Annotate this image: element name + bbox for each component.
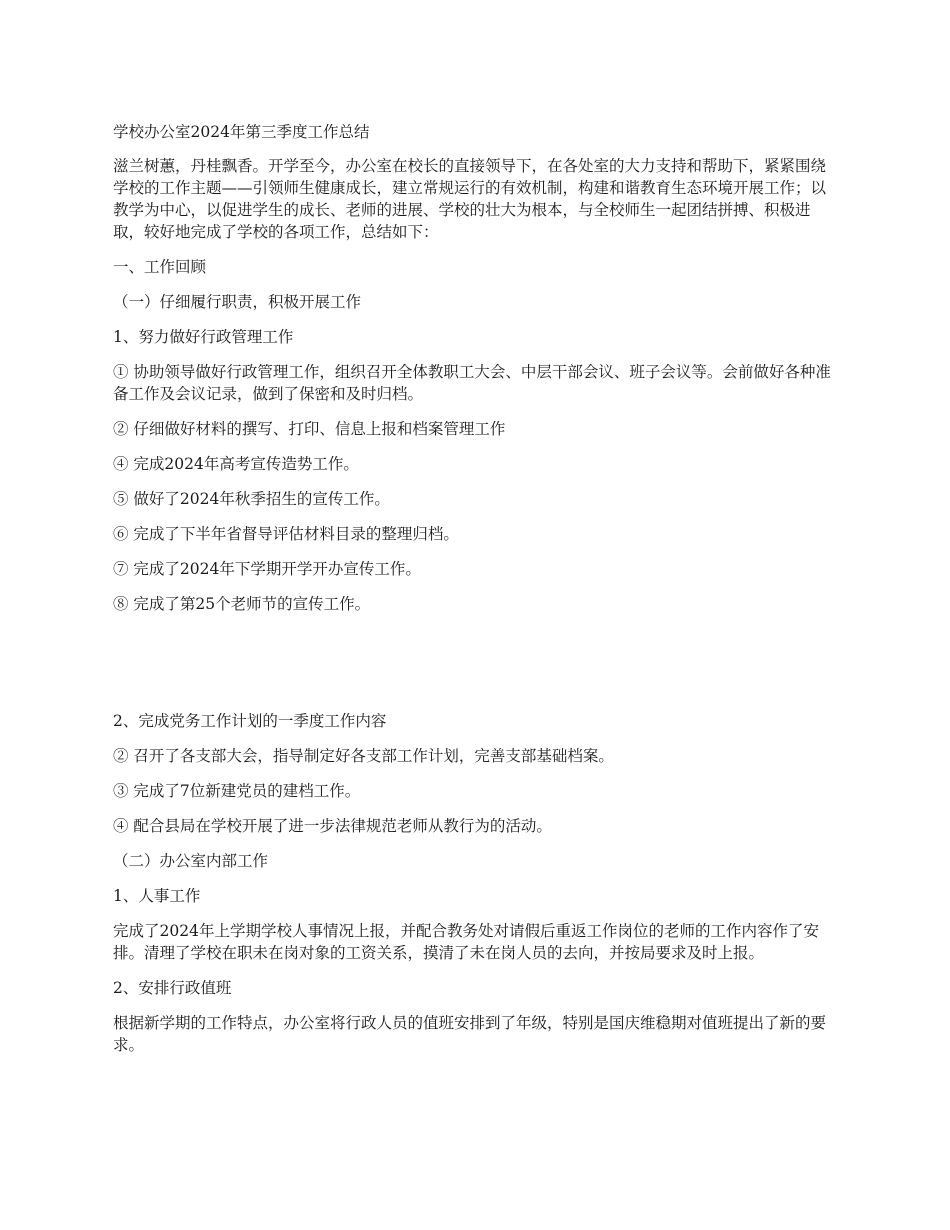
subsection-heading-duties: （一）仔细履行职责，积极开展工作 <box>113 293 362 311</box>
subsection-heading-office: （二）办公室内部工作 <box>113 852 269 870</box>
item-heading-personnel: 1、人事工作 <box>113 887 201 905</box>
section-heading-review: 一、工作回顾 <box>113 258 207 276</box>
intro-paragraph: 滋兰树蕙，丹桂飘香。开学至今，办公室在校长的直接领导下，在各处室的大力支持和帮助下，紧紧围绕学校的工作主题——引领师生健康成长，建立常规运行的有效机制，构建和谐教育生态环境开展工作；以教学为中心，以促进学生的成长、老师的进展、学校的壮大为根本，与全校师生一起团结拼搏、积极进取，较好地完成了学校的各项工作，总结如下： <box>113 157 827 241</box>
list-item: ③ 完成了7位新建党员的建档工作。 <box>113 782 361 800</box>
list-item: ① 协助领导做好行政管理工作，组织召开全体教职工大会、中层干部会议、班子会议等。会前做好各种准备工作及会议记录，做到了保密和及时归档。 <box>113 363 831 403</box>
list-item: ② 召开了各支部大会，指导制定好各支部工作计划，完善支部基础档案。 <box>113 747 614 765</box>
item-heading-duty-roster: 2、安排行政值班 <box>113 979 232 997</box>
list-item: ⑥ 完成了下半年省督导评估材料目录的整理归档。 <box>113 525 459 543</box>
list-item: ④ 配合县局在学校开展了进一步法律规范老师从教行为的活动。 <box>113 817 552 835</box>
list-item: ⑤ 做好了2024年秋季招生的宣传工作。 <box>113 490 390 508</box>
document-page <box>113 121 835 1069</box>
list-item: ② 仔细做好材料的撰写、打印、信息上报和档案管理工作 <box>113 420 506 438</box>
duty-roster-paragraph: 根据新学期的工作特点，办公室将行政人员的值班安排到了年级，特别是国庆维稳期对值班提出了新的要求。 <box>113 1014 827 1054</box>
item-heading-admin: 1、努力做好行政管理工作 <box>113 328 294 346</box>
document-title: 学校办公室2024年第三季度工作总结 <box>113 123 370 141</box>
item-heading-party: 2、完成党务工作计划的一季度工作内容 <box>113 712 387 730</box>
blank-spacer <box>113 628 835 710</box>
list-item: ⑦ 完成了2024年下学期开学开办宣传工作。 <box>113 560 421 578</box>
personnel-paragraph: 完成了2024年上学期学校人事情况上报，并配合教务处对请假后重返工作岗位的老师的工作内容作了安排。清理了学校在职未在岗对象的工资关系，摸清了未在岗人员的去向，并按局要求及时上报。 <box>113 922 819 962</box>
list-item: ④ 完成2024年高考宣传造势工作。 <box>113 455 359 473</box>
list-item: ⑧ 完成了第25个老师节的宣传工作。 <box>113 595 371 613</box>
